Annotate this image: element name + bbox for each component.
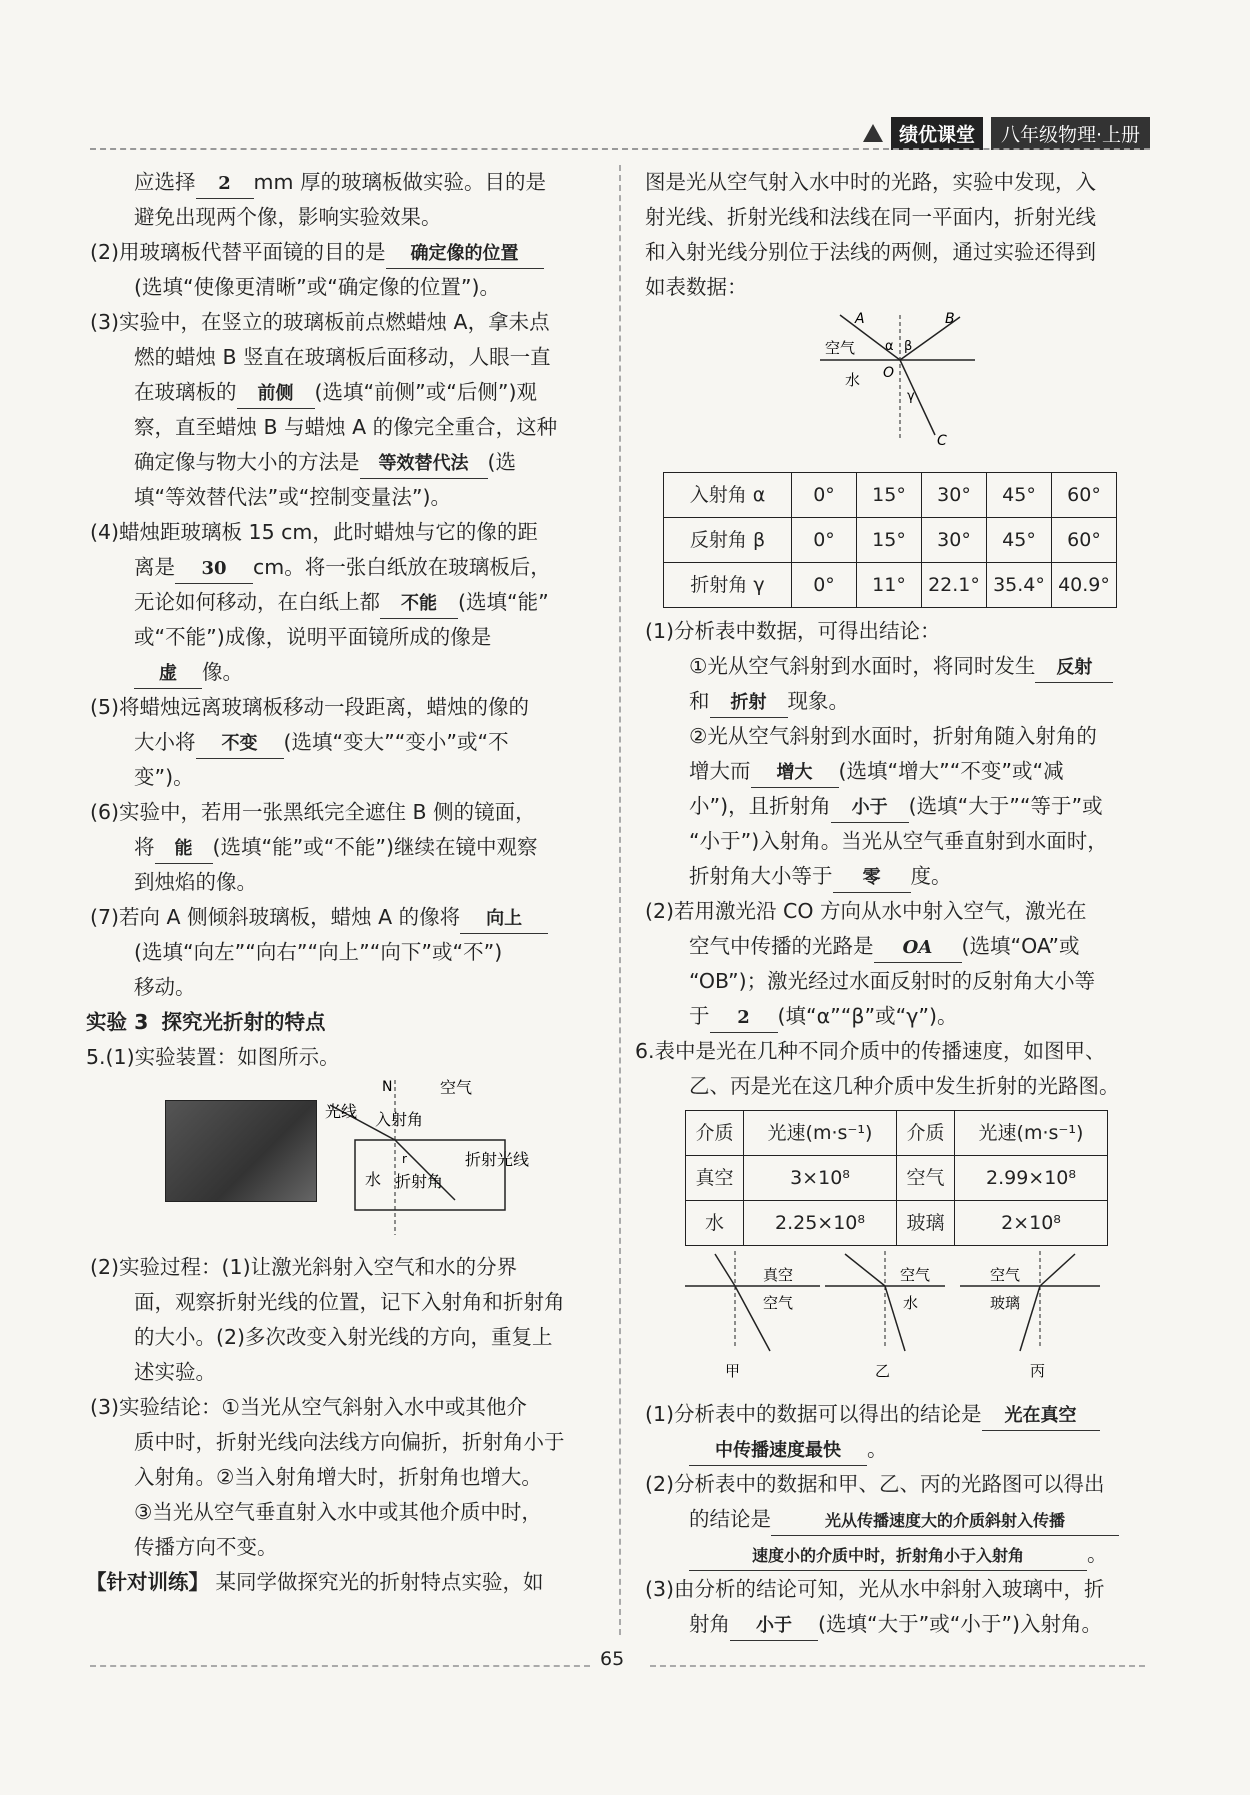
- footer-divider-left: [90, 1665, 590, 1667]
- experiment-label: 实验 3: [86, 1010, 149, 1034]
- table-row: [664, 473, 1117, 518]
- table-row: [686, 1156, 1108, 1201]
- page-number: 65: [600, 1648, 625, 1670]
- figure-bing: [960, 1251, 1100, 1380]
- alpha-label: α: [885, 339, 894, 354]
- table-row: [664, 563, 1117, 608]
- incident-angle-label: 入射角: [375, 1110, 424, 1129]
- table-cell: 折射角 γ: [664, 563, 792, 608]
- column-divider: [619, 165, 621, 1635]
- svg-text:空气: 空气: [990, 1266, 1021, 1284]
- svg-text:真空: 真空: [763, 1266, 794, 1284]
- svg-text:乙: 乙: [875, 1362, 891, 1380]
- beta-label: β: [904, 339, 913, 354]
- table-cell: 15°: [857, 473, 922, 518]
- table-cell: 15°: [857, 518, 922, 563]
- table-cell: 30°: [922, 518, 987, 563]
- svg-text:空气: 空气: [763, 1294, 794, 1312]
- answer-blank: 向上: [460, 905, 548, 934]
- table-cell: 2.25×10⁸: [744, 1201, 897, 1246]
- table-cell: 真空: [686, 1156, 744, 1201]
- speed-table: [685, 1110, 1108, 1246]
- answer-blank: 2: [196, 170, 254, 199]
- table-cell: 0°: [792, 563, 857, 608]
- answer-blank: 小于: [730, 1612, 818, 1641]
- table-cell: 60°: [1052, 518, 1117, 563]
- reflection-refraction-diagram: [645, 305, 1150, 455]
- table-cell: 30°: [922, 473, 987, 518]
- refraction-path-figures: [645, 1246, 1150, 1386]
- table-cell: 35.4°: [987, 563, 1052, 608]
- svg-text:空气: 空气: [900, 1266, 931, 1284]
- table-cell: 60°: [1052, 473, 1117, 518]
- answer-blank: 光从传播速度大的介质斜射入传播: [771, 1507, 1119, 1536]
- subject-title: 八年级物理·上册: [991, 117, 1150, 150]
- table-row: [686, 1201, 1108, 1246]
- table-header-cell: 光速(m·s⁻¹): [955, 1111, 1108, 1156]
- table-cell: 11°: [857, 563, 922, 608]
- table-cell: 水: [686, 1201, 744, 1246]
- refracted-ray-label: 折射光线: [465, 1150, 530, 1169]
- answer-blank: 2: [710, 1004, 778, 1033]
- point-a: A: [855, 311, 865, 327]
- answer-blank: 前侧: [237, 380, 315, 409]
- table-header-row: [686, 1111, 1108, 1156]
- answer-blank: 确定像的位置: [386, 240, 544, 269]
- answer-blank: 光在真空: [982, 1402, 1100, 1431]
- ray-label: 光线: [325, 1102, 358, 1121]
- answer-blank: 增大: [751, 759, 839, 788]
- refraction-angle-label: 折射角: [395, 1172, 444, 1191]
- air-label: 空气: [825, 339, 856, 357]
- table-header-cell: 介质: [686, 1111, 744, 1156]
- answer-blank: OA: [874, 934, 962, 963]
- svg-text:水: 水: [903, 1294, 919, 1312]
- table-cell: 0°: [792, 518, 857, 563]
- answer-blank: 零: [833, 864, 911, 893]
- answer-blank: 不能: [380, 590, 458, 619]
- refraction-diagram: [320, 1075, 580, 1245]
- water-label: 水: [845, 371, 861, 389]
- point-b: B: [945, 311, 955, 327]
- svg-text:丙: 丙: [1030, 1362, 1046, 1380]
- refraction-figure: [90, 1075, 595, 1250]
- table-cell: 22.1°: [922, 563, 987, 608]
- point-c: C: [937, 433, 947, 449]
- angle-table: [663, 472, 1117, 608]
- water-label: 水: [365, 1170, 382, 1189]
- header-divider: [90, 148, 1150, 150]
- answer-blank: 能: [155, 835, 213, 864]
- table-cell: 45°: [987, 473, 1052, 518]
- page-header: [863, 118, 1150, 148]
- svg-text:甲: 甲: [725, 1362, 741, 1380]
- table-cell: 0°: [792, 473, 857, 518]
- answer-blank: 30: [175, 555, 253, 584]
- experiment-title: 探究光折射的特点: [161, 1010, 326, 1034]
- table-cell: 入射角 α: [664, 473, 792, 518]
- air-label: 空气: [440, 1078, 473, 1097]
- table-cell: 2.99×10⁸: [955, 1156, 1108, 1201]
- right-column: 图是光从空气射入水中时的光路，实验中发现，入 射光线、折射光线和法线在同一平面内，折射光线 和入射光线分别位于法线的两侧，通过实验还得到 如表数据： A B C O 空气 水 α β γ 入射角 α 0° 15° 30° 45° 60° 反射角 β 0° 15° 30° 45° 60° 折射角 γ 0° 11° 22.1° 35.4° 40.9° (1)分析表中数据，可得出结论： ①光从空气斜射到水面时，将同时发生 反射 和 折射 现象。 ②光从空气斜射到水面时，折射角随入射角的 增大而 增大 (选填“增大”“不变”或“减 小”)，且折射角 小于 (选填“大于”“等于”或 “小于”)入射角。当光从空气垂直射到水面时， 折射角大小等于 零 度。 (2)若用激光沿 CO 方向从水中射入空气，激光在 空气中传播的光路是 OA (选填“OA”或 “OB”)；激光经过水面反射时的反射角大小等 于 2 (填“α”“β”或“γ”)。 6.表中是光在几种不同介质中的传播速度，如图甲、 乙、丙是光在这几种介质中发生折射的光路图。 介质 光速(m·s⁻¹) 介质 光速(m·s⁻¹) 真空 3×10⁸ 空气 2.99×10⁸ 水 2.25×10⁸ 玻璃 2×10⁸ 真空 空气 甲 空气 水 乙 空气 玻璃 丙 (1)分析表中的数据可以得出的结论是 光在真空 中传播速度最快 。 (2)分析表中的数据和甲、乙、丙的光路图可以得出 的结论是 光从传播速度大的介质斜射入传播 速度小的介质中时，折射角小于入射角 。 (3)由分析的结论可知，光从水中斜射入玻璃中，折 射角 小于 (选填“大于”或“小于”)入射角。: [645, 165, 1150, 1642]
- answer-blank: 小于: [831, 794, 909, 823]
- left-column: 应选择 2 mm 厚的玻璃板做实验。目的是 避免出现两个像，影响实验效果。 (2)用玻璃板代替平面镜的目的是 确定像的位置 (选填“使像更清晰”或“确定像的位置”)。 (3)实验中，在竖立的玻璃板前点燃蜡烛 A，拿未点 燃的蜡烛 B 竖直在玻璃板后面移动，人眼一直 在玻璃板的 前侧 (选填“前侧”或“后侧”)观 察，直至蜡烛 B 与蜡烛 A 的像完全重合，这种 确定像与物大小的方法是 等效替代法 (选 填“等效替代法”或“控制变量法”)。 (4)蜡烛距玻璃板 15 cm，此时蜡烛与它的像的距 离是 30 cm。将一张白纸放在玻璃板后， 无论如何移动，在白纸上都 不能 (选填“能” 或“不能”)成像，说明平面镜所成的像是 虚 像。 (5)将蜡烛远离玻璃板移动一段距离，蜡烛的像的 大小将 不变 (选填“变大”“变小”或“不 变”)。 (6)实验中，若用一张黑纸完全遮住 B 侧的镜面， 将 能 (选填“能”或“不能”)继续在镜中观察 到烛焰的像。 (7)若向 A 侧倾斜玻璃板，蜡烛 A 的像将 向上 (选填“向左”“向右”“向上”“向下”或“不”) 移动。 实验 3 探究光折射的特点 5.(1)实验装置：如图所示。 N 空气 光线 入射角 水 折射角 r 折射光线 (2)实验过程：(1)让激光斜射入空气和水的分界 面，观察折射光线的位置，记下入射角和折射角 的大小。(2)多次改变入射光线的方向，重复上 述实验。 (3)实验结论：①当光从空气斜射入水中或其他介 质中时，折射光线向法线方向偏折，折射角小于 入射角。②当入射角增大时，折射角也增大。 ③当光从空气垂直射入水中或其他介质中时， 传播方向不变。 【针对训练】 某同学做探究光的折射特点实验，如: [90, 165, 595, 1600]
- r-label: r: [402, 1152, 407, 1166]
- answer-blank: 虚: [134, 660, 202, 689]
- table-row: [664, 518, 1117, 563]
- brand-title: 绩优课堂: [891, 117, 983, 150]
- table-cell: 40.9°: [1052, 563, 1117, 608]
- answer-blank: 不变: [196, 730, 284, 759]
- triangle-icon: [863, 124, 883, 142]
- table-cell: 2×10⁸: [955, 1201, 1108, 1246]
- normal-label: N: [382, 1079, 393, 1095]
- answer-blank: 反射: [1035, 654, 1113, 683]
- table-cell: 玻璃: [897, 1201, 955, 1246]
- table-header-cell: 介质: [897, 1111, 955, 1156]
- answer-blank: 中传播速度最快: [689, 1437, 867, 1466]
- svg-text:玻璃: 玻璃: [990, 1294, 1021, 1312]
- figure-yi: [825, 1251, 945, 1380]
- answer-blank: 折射: [710, 689, 788, 718]
- table-cell: 空气: [897, 1156, 955, 1201]
- answer-blank: 速度小的介质中时，折射角小于入射角: [689, 1542, 1087, 1571]
- figure-jia: [685, 1251, 820, 1380]
- table-cell: 反射角 β: [664, 518, 792, 563]
- table-cell: 45°: [987, 518, 1052, 563]
- point-o: O: [883, 365, 895, 381]
- gamma-label: γ: [907, 389, 915, 404]
- table-header-cell: 光速(m·s⁻¹): [744, 1111, 897, 1156]
- answer-blank: 等效替代法: [360, 450, 488, 479]
- footer-divider-right: [650, 1665, 1145, 1667]
- table-cell: 3×10⁸: [744, 1156, 897, 1201]
- experiment-photo: [165, 1100, 317, 1202]
